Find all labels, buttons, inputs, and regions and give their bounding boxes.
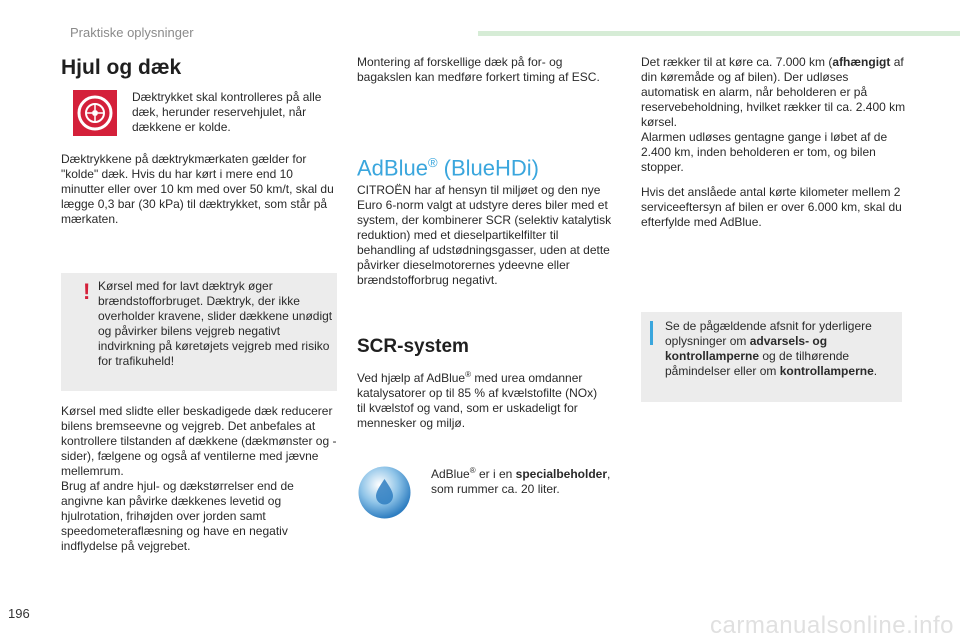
tire-pressure-icon bbox=[73, 90, 117, 136]
tank-text-c: , som rummer ca. 20 liter. bbox=[431, 467, 611, 496]
scr-text-b: med urea omdanner katalysatorer op til 85 % af kvælstofilte (NOx) til kvælstof og vand, som er uskadeligt for mennesker og miljø. bbox=[357, 371, 598, 430]
paragraph-worn-tires: Kørsel med slidte eller beskadigede dæk reducerer bilens bremseevne og vejgreb. Det anbefales at kontrollere tilstanden af dækkene (dækmønster og -sider), fælgene og også af ventilerne med jævne mellemrum. bbox=[61, 404, 337, 478]
column-1 bbox=[61, 55, 337, 553]
range-text-a: Det rækker til at køre ca. 7.000 km ( bbox=[641, 55, 833, 69]
info-text bbox=[665, 319, 895, 379]
column-2 bbox=[357, 55, 617, 496]
paragraph-cold-tires: Dæktrykkene på dæktrykmærkaten gælder for "kolde" dæk. Hvis du har kørt i mere end 10 minutter eller over 10 km med over 50 km/t, skal du lægge 0,3 bar (30 kPa) til dæktrykket, som står på mærkaten. bbox=[61, 152, 334, 226]
warning-text: Kørsel med for lavt dæktryk øger brændstofforbruget. Dæktryk, der ikke overholder kravene, slider dækkene unødigt og påvirker bilens vejgreb negativt indvirkning på køretøjets vejgreb med risiko for trafikuheld! bbox=[98, 279, 333, 368]
warning-box bbox=[61, 273, 337, 391]
info-text-a: Se de pågældende afsnit for yderligere oplysninger om bbox=[665, 319, 872, 348]
adblue-title-main: AdBlue bbox=[357, 155, 428, 181]
scr-reg: ® bbox=[465, 370, 471, 379]
section-header: Praktiske oplysninger bbox=[70, 25, 194, 40]
range-text-bold: afhængigt bbox=[832, 55, 891, 69]
info-text-c: . bbox=[873, 364, 878, 378]
tank-text-bold: specialbeholder bbox=[515, 467, 608, 481]
info-text-bold2: kontrollamperne bbox=[779, 364, 874, 378]
paragraph-esc: Montering af forskellige dæk på for- og bagakslen kan medføre forkert timing af ESC. bbox=[357, 55, 600, 84]
paragraph-range bbox=[641, 55, 906, 175]
info-icon bbox=[650, 321, 653, 345]
scr-text-a: Ved hjælp af AdBlue bbox=[357, 371, 466, 385]
info-text-bold1: advarsels- og kontrollamperne bbox=[665, 334, 828, 363]
range-text-c: Alarmen udløses gentagne gange i løbet af de 2.400 km, inden beholderen er tom, og bilen stopper. bbox=[641, 130, 888, 174]
info-text-b: og de tilhørende påmindelser eller om bbox=[665, 349, 850, 378]
watermark: carmanualsonline.info bbox=[710, 612, 954, 639]
paragraph-tire-sizes: Brug af andre hjul- og dækstørrelser end de angivne kan påvirke dækkenes levetid og hjulrotation, frihøjden over jorden samt speedometeraflæsning og have en negativ indflydelse på vejgrebet. bbox=[61, 479, 294, 553]
adblue-title-reg: ® bbox=[427, 155, 438, 170]
info-box bbox=[641, 312, 902, 402]
warning-icon: ! bbox=[83, 279, 91, 304]
adblue-title bbox=[357, 149, 539, 182]
tank-text-a: AdBlue bbox=[431, 467, 470, 481]
range-text-b: af din køremåde og af bilen). Der udløses automatisk en alarm, når beholderen er på reservebeholdning, hvilket rækker til ca. 2.400 km kørsel. bbox=[641, 55, 906, 129]
intro-text: Dæktrykket skal kontrolleres på alle dæk, herunder reservehjulet, når dækkene er kolde. bbox=[132, 90, 322, 134]
tank-text-b: er i en bbox=[475, 467, 516, 481]
page-number: 196 bbox=[8, 606, 30, 621]
paragraph-scr bbox=[357, 367, 607, 431]
header-bar bbox=[478, 31, 960, 36]
paragraph-refill: Hvis det anslåede antal kørte kilometer mellem 2 serviceeftersyn af bilen er over 6.000 km, skal du efterfylde med AdBlue. bbox=[641, 185, 902, 229]
adblue-title-rest: (BlueHDi) bbox=[437, 155, 540, 181]
paragraph-citroen-scr: CITROËN har af hensyn til miljøet og den nye Euro 6-norm valgt at udstyre deres biler med et system, der kombinerer SCR (selektiv katalytisk reduktion) med et dieselpartikelfilter til behandling af udstødningsgasser, uden at dette påvirker dieselmotorernes ydeevne eller brændstofforbrug negativt. bbox=[357, 183, 612, 287]
paragraph-tank bbox=[431, 463, 621, 497]
tank-reg: ® bbox=[469, 466, 476, 475]
adblue-drop-icon bbox=[357, 465, 412, 520]
column-3 bbox=[641, 55, 906, 378]
section-title-wheels: Hjul og dæk bbox=[61, 56, 182, 79]
scr-system-title: SCR-system bbox=[357, 336, 469, 357]
